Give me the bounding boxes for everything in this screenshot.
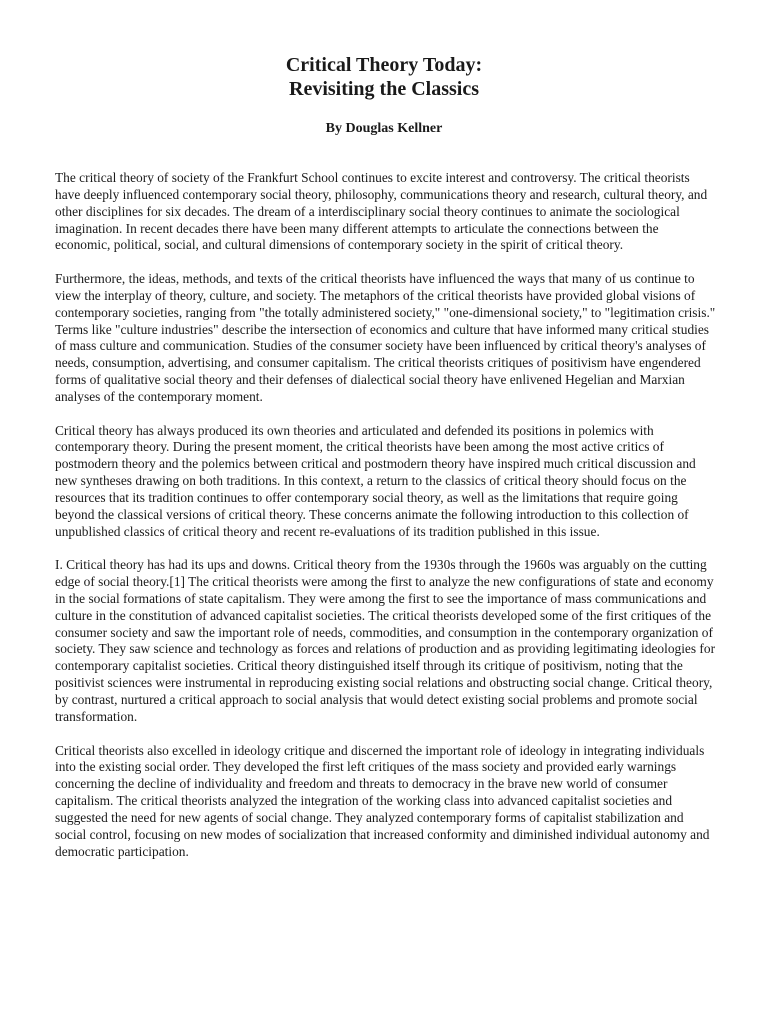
- title-line-1: Critical Theory Today:: [285, 54, 483, 76]
- document-body: [55, 170, 717, 877]
- document-title: [0, 53, 768, 101]
- paragraph-5: Critical theorists also excelled in ideology critique and discerned the important role of ideology in integrating individuals into the existing social order. They developed the first left critiques of the mass society and provided early warnings concerning the decline of individuality and freedom and threats to democracy in the brave new world of consumer capitalism. The critical theorists analyzed the integration of the working class into advanced capitalist societies and suggested the need for new agents of social change. They analyzed contemporary forms of capitalist stabilization and social control, focusing on new modes of socialization that increased conformity and diminished individual autonomy and democratic participation.: [55, 742, 710, 859]
- paragraph-4: I. Critical theory has had its ups and downs. Critical theory from the 1930s through the 1960s was arguably on the cutting edge of social theory.[1] The critical theorists were among the first to analyze the new configurations of state and economy in the social formations of state capitalism. They were among the first to see the importance of mass communications and culture in the constitution of advanced capitalist societies. The critical theorists developed some of the first critiques of the consumer society and saw the important role of needs, commodities, and consumption in the contemporary organization of society. They saw science and technology as forces and relations of production and as providing legitimating ideologies for contemporary capitalist societies. Critical theory distinguished itself through its critique of positivism, noting that the positivist sciences were instrumental in reproducing existing social relations and obstructing social change. Critical theory, by contrast, nurtured a critical approach to social analysis that would detect existing social problems and promote social transformation.: [55, 557, 716, 724]
- paragraph-1: The critical theory of society of the Frankfurt School continues to excite interest and controversy. The critical theorists have deeply influenced contemporary social theory, philosophy, communications theory and research, cultural theory, and other disciplines for six decades. The dream of a interdisciplinary social theory continues to animate the sociological imagination. In recent decades there have been many different attempts to articulate the connections between the economic, political, social, and cultural dimensions of contemporary society in the spirit of critical theory.: [55, 170, 708, 253]
- title-line-2: Revisiting the Classics: [289, 78, 479, 100]
- paragraph-2: Furthermore, the ideas, methods, and texts of the critical theorists have influenced the ways that many of us continue to view the interplay of theory, culture, and society. The metaphors of the critical theorists have provided global visions of contemporary societies, ranging from "the totally administered society," "one-dimensional society," to "legitimation crisis." Terms like "culture industries" describe the intersection of economics and culture that have informed many critical studies of mass culture and communication. Studies of the consumer society have been influenced by critical theory's analyses of needs, consumption, advertising, and consumer capitalism. The critical theorists critiques of positivism have engendered forms of qualitative social theory and their defenses of dialectical social theory have enlivened Hegelian and Marxian analyses of the contemporary moment.: [55, 271, 716, 404]
- author-byline: By Douglas Kellner: [325, 121, 443, 136]
- paragraph-3: Critical theory has always produced its own theories and articulated and defended its positions in polemics with contemporary theory. During the present moment, the critical theorists have been among the most active critics of postmodern theory and the polemics between critical and postmodern theory have inspired much critical discussion and new syntheses drawing on both traditions. In this context, a return to the classics of critical theory should focus on the resources that its tradition continues to offer contemporary social theory, as well as the limitations that require going beyond the classical versions of critical theory. These concerns animate the following introduction to this collection of unpublished classics of critical theory and recent re-evaluations of its tradition published in this issue.: [55, 422, 696, 539]
